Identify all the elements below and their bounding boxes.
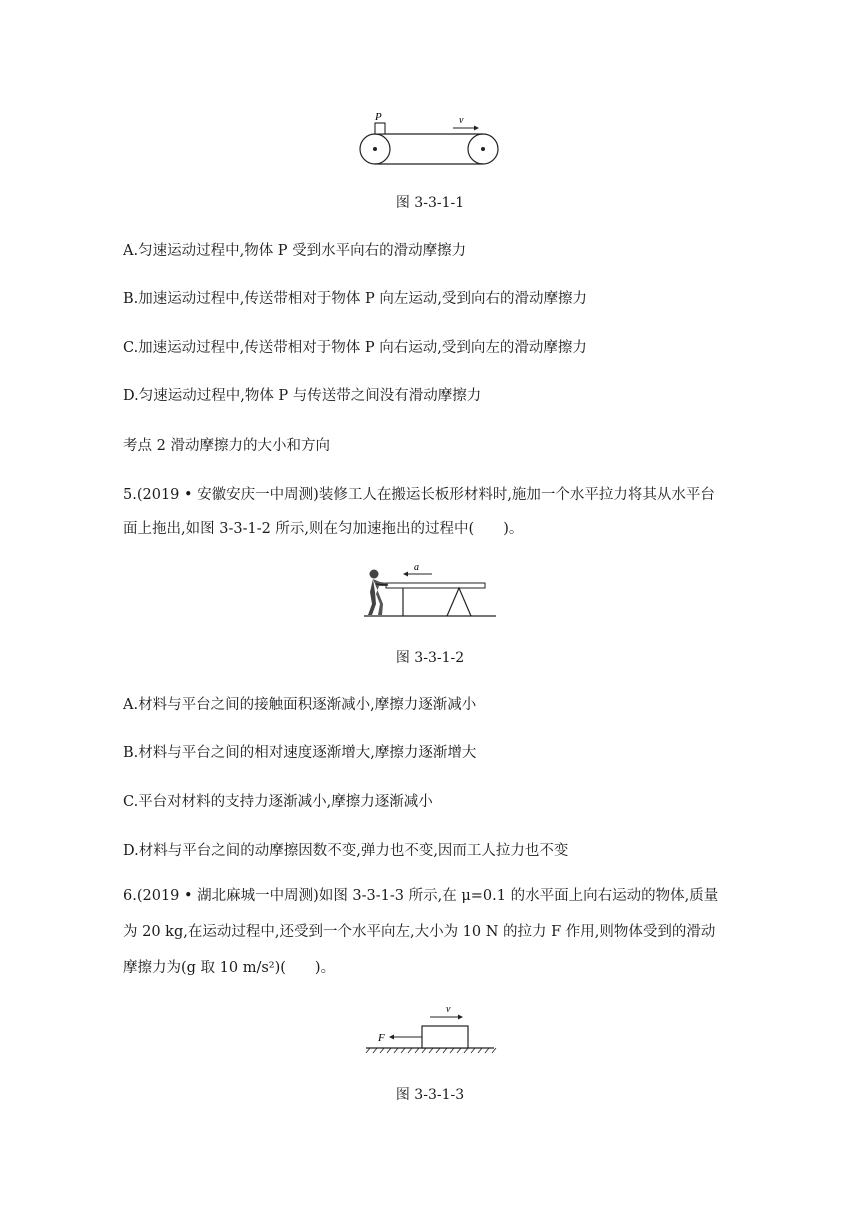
label-a: a	[414, 562, 419, 573]
label-p: P	[375, 111, 382, 123]
block	[422, 1026, 468, 1048]
q5-option-d: D.材料与平台之间的动摩擦因数不变,弹力也不变,因而工人拉力也不变	[123, 843, 569, 859]
q4-option-b: B.加速运动过程中,传送带相对于物体 P 向左运动,受到向右的滑动摩擦力	[123, 291, 587, 307]
q5-text-line1: 5.(2019 • 安徽安庆一中周测)装修工人在搬运长板形材料时,施加一个水平拉力将其从水平台	[123, 487, 715, 503]
label-v-2: v	[446, 1004, 451, 1015]
label-v: v	[459, 115, 464, 126]
q4-option-a: A.匀速运动过程中,物体 P 受到水平向右的滑动摩擦力	[123, 243, 467, 259]
board	[386, 583, 485, 588]
q4-option-d: D.匀速运动过程中,物体 P 与传送带之间没有滑动摩擦力	[123, 388, 482, 404]
conveyor-belt-figure	[355, 108, 505, 168]
object-p	[375, 123, 385, 134]
section-heading: 考点 2 滑动摩擦力的大小和方向	[123, 438, 330, 454]
label-f: F	[378, 1032, 385, 1044]
q5-option-a: A.材料与平台之间的接触面积逐渐减小,摩擦力逐渐减小	[123, 697, 477, 713]
q6-text-line2: 为 20 kg,在运动过程中,还受到一个水平向左,大小为 10 N 的拉力 F 作用,则物体受到的滑动	[123, 924, 716, 940]
figure-caption-1: 图 3-3-1-1	[395, 195, 465, 211]
q5-option-c: C.平台对材料的支持力逐渐减小,摩擦力逐渐减小	[123, 794, 433, 810]
worker-icon	[368, 570, 388, 616]
q6-text-line3: 摩擦力为(g 取 10 m/s²)( )。	[123, 960, 336, 976]
figure-caption-2: 图 3-3-1-2	[395, 650, 465, 666]
worker-board-figure	[360, 560, 500, 622]
q6-text-line1: 6.(2019 • 湖北麻城一中周测)如图 3-3-1-3 所示,在 μ=0.1 的水平面上向右运动的物体,质量	[123, 888, 719, 904]
q5-text-line2: 面上拖出,如图 3-3-1-2 所示,则在匀加速拖出的过程中( )。	[123, 521, 524, 537]
q4-option-c: C.加速运动过程中,传送带相对于物体 P 向右运动,受到向左的滑动摩擦力	[123, 340, 587, 356]
figure-caption-3: 图 3-3-1-3	[395, 1087, 465, 1103]
q5-option-b: B.材料与平台之间的相对速度逐渐增大,摩擦力逐渐增大	[123, 745, 477, 761]
block-force-figure	[360, 1000, 500, 1058]
